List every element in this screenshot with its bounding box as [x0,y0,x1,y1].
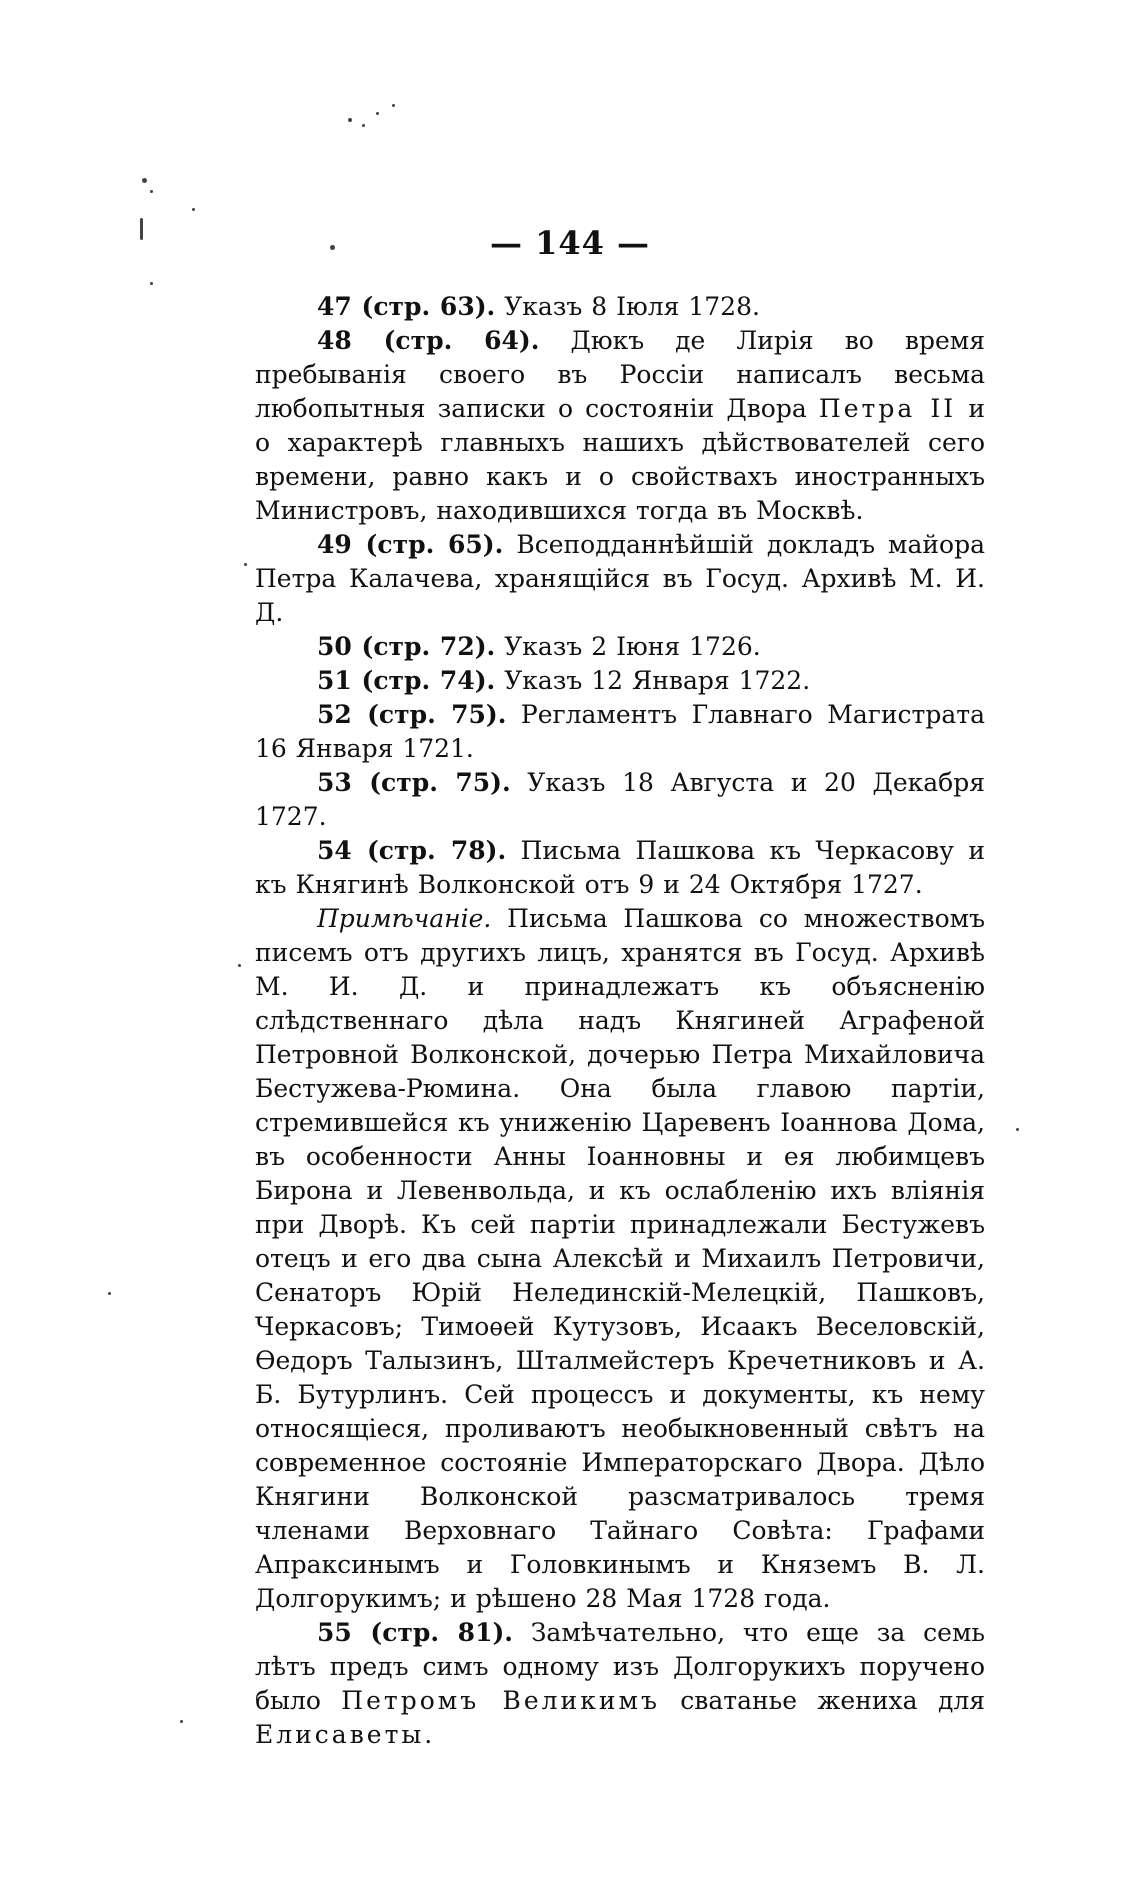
ink-speck [150,190,153,193]
endnote-text: Письма Пашкова къ Черкасову и къ Княгинѣ Волконской отъ 9 и 24 Октября 1727. [255,836,985,899]
ink-speck [376,112,379,115]
endnote-54 [255,834,985,902]
ink-speck [238,964,241,967]
ink-speck [150,282,153,285]
endnote-ref: 54 (стр. 78). [317,836,507,865]
ink-speck [192,208,195,211]
endnotes [255,290,985,1752]
ink-speck [348,118,352,122]
endnote-text: Указъ 2 Іюня 1726. [495,632,761,661]
ink-speck [392,104,395,107]
endnote-text: Регламентъ Главнаго Магистрата 16 Января 1721. [255,700,985,763]
endnote-text: Указъ 12 Января 1722. [495,666,811,695]
endnote-53 [255,766,985,834]
endnote-50 [255,630,985,664]
emphasized-name: Елисаветы. [255,1720,436,1749]
endnote-51 [255,664,985,698]
endnote-ref: 48 (стр. 64). [317,326,540,355]
page-number: — 144 — [489,224,651,262]
endnote-ref: 49 (стр. 65). [317,530,504,559]
endnote-ref: 47 (стр. 63). [317,292,496,321]
endnote-text: сватанье жениха для [659,1686,985,1715]
endnote-55 [255,1616,985,1752]
endnote-47 [255,290,985,324]
ink-speck [244,563,247,566]
endnote-text: Указъ 18 Августа и 20 Декабря 1727. [255,768,985,831]
emphasized-name: Петромъ Великимъ [341,1686,660,1715]
endnote-49 [255,528,985,630]
endnote-text: и о характерѣ главныхъ нашихъ дѣйствователей сего времени, равно какъ и о свойствахъ иностранныхъ Министровъ, находившихся тогда въ Москвѣ. [255,394,985,525]
remark-label: Примѣчаніе. [317,904,492,933]
endnote-ref: 55 (стр. 81). [317,1618,514,1647]
endnote-ref: 50 (стр. 72). [317,632,496,661]
endnote-text: Дюкъ де Лирія во время пребыванія своего въ Россіи написалъ весьма любопытныя записки о состояніи Двора [255,326,985,423]
endnote-text: Всеподданнѣйшій докладъ майора Петра Калачева, хранящійся въ Госуд. Архивѣ М. И. Д. [255,530,985,627]
endnote-ref: 52 (стр. 75). [317,700,507,729]
endnote-48 [255,324,985,528]
remark-text: Письма Пашкова со множествомъ писемъ отъ другихъ лицъ, хранятся въ Госуд. Архивѣ М. И. Д. и принадлежатъ къ объясненію слѣдственнаго дѣла надъ Княгиней Аграфеной Петровной Волконской, дочерью Петра Михайловича Бестужева-Рюмина. Она была главою партіи, стремившейся къ униженію Царевенъ Іоаннова Дома, въ особенности Анны Іоанновны и ея любимцевъ Бирона и Левенвольда, и къ ослабленію ихъ вліянія при Дворѣ. Къ сей партіи принадлежали Бестужевъ отецъ и его два сына Алексѣй и Михаилъ Петровичи, Сенаторъ Юрій Нелединскій-Мелецкій, Пашковъ, Черкасовъ; Тимоѳей Кутузовъ, Исаакъ Веселовскій, Ѳедоръ Талызинъ, Шталмейстеръ Кречетниковъ и А. Б. Бутурлинъ. Сей процессъ и документы, къ нему относящіеся, проливаютъ необыкновенный свѣтъ на современное состояніе Императорскаго Двора. Дѣло Княгини Волконской разсматривалось тремя членами Верховнаго Тайнаго Совѣта: Графами Апраксинымъ и Головкинымъ и Княземъ В. Л. Долгорукимъ; и рѣшено 28 Мая 1728 года. [255,904,985,1613]
endnote-text: Замѣчательно, что еще за семь лѣтъ предъ симъ одному изъ Долгорукихъ поручено было [255,1618,985,1715]
remark [255,902,985,1616]
ink-speck [180,1720,183,1723]
emphasized-name: Петра II [818,394,957,423]
ink-speck [142,178,147,183]
endnote-52 [255,698,985,766]
ink-speck [1016,1128,1019,1131]
ink-speck [362,124,365,127]
endnote-ref: 51 (стр. 74). [317,666,496,695]
ink-speck [108,1292,111,1295]
endnote-text: Указъ 8 Іюля 1728. [495,292,760,321]
endnote-ref: 53 (стр. 75). [317,768,511,797]
